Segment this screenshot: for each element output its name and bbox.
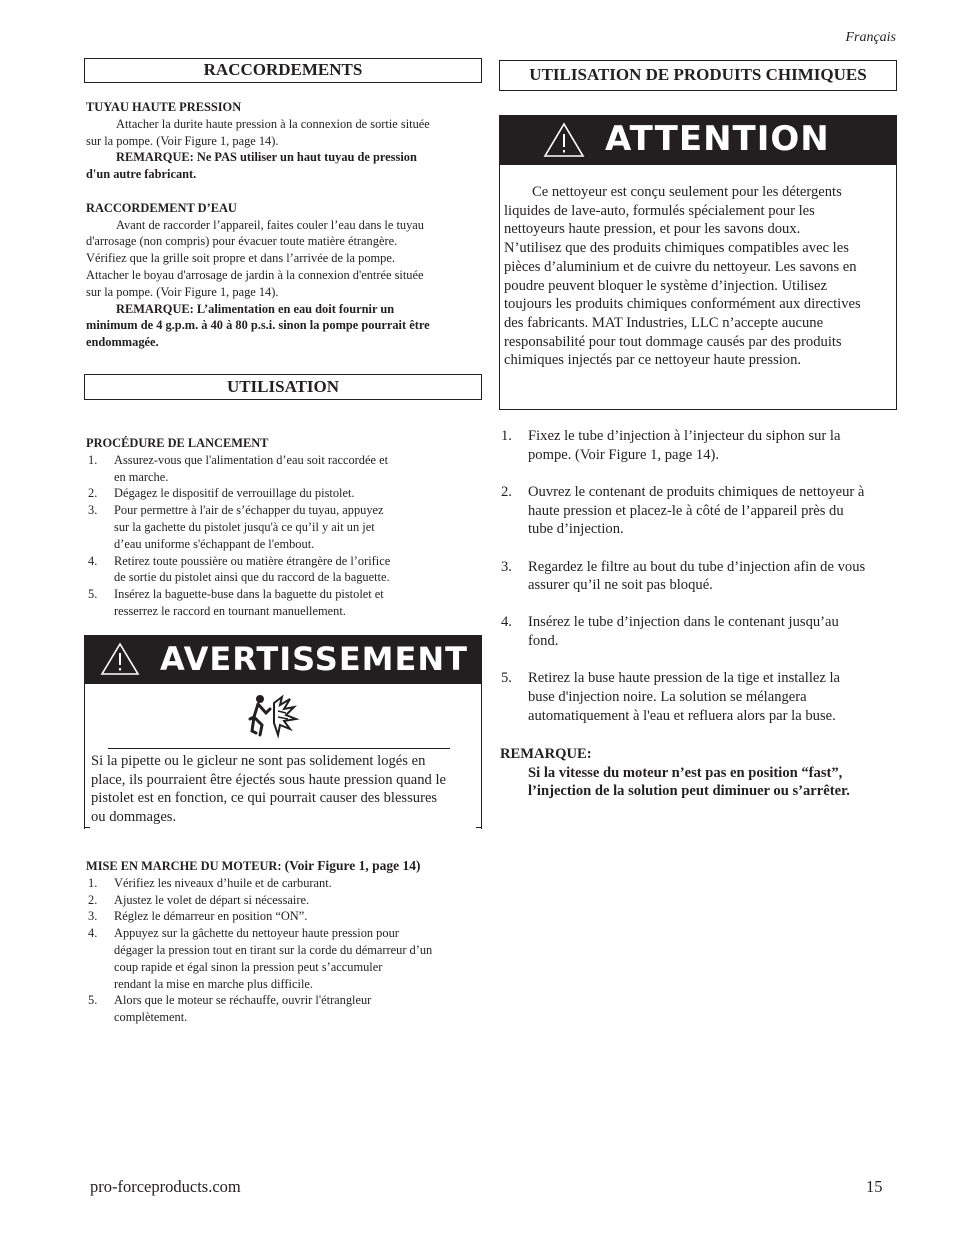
- warning-triangle-icon: [100, 642, 140, 676]
- chimiques-step: 5. Retirez la buse haute pression de la tige et installez la buse d'injection noire. La solution se mélangera automatiquement à l'eau et refluera alors par la buse.: [501, 670, 841, 724]
- procedure-step: 4. Retirez toute poussière ou matière étrangère de l’orifice de sortie du pistolet ainsi que du raccord de la baguette.: [88, 553, 391, 585]
- moteur-ref: (Voir Figure 1, page 14): [284, 858, 421, 873]
- caution-triangle-icon: [543, 122, 585, 158]
- page-number: 15: [866, 1177, 883, 1196]
- eau-line1: Avant de raccorder l’appareil, faites couler l’eau dans le tuyau: [116, 217, 425, 232]
- moteur-section: [86, 858, 486, 1026]
- raccordements-section: [86, 99, 486, 351]
- eau-line2: d'arrosage (non compris) pour évacuer toute matière étrangère.: [86, 234, 398, 249]
- eau-line4: Attacher le boyau d'arrosage de jardin à la connexion d'entrée située: [86, 267, 424, 282]
- tuyau-line2: sur la pompe. (Voir Figure 1, page 14).: [86, 133, 279, 148]
- chimiques-step: 1. Fixez le tube d’injection à l’injecteur du siphon sur la pompe. (Voir Figure 1, page 14).: [501, 428, 841, 463]
- moteur-step: 3. Réglez le démarreur en position “ON”.: [88, 909, 308, 924]
- warning-divider: [108, 748, 450, 749]
- chimiques-step: 2. Ouvrez le contenant de produits chimiques de nettoyeur à haute pression et placez-le à côté de l’appareil près du tube d’injection.: [501, 483, 865, 538]
- chimiques-step: 4. Insérez le tube d’injection dans le contenant jusqu’au fond.: [501, 614, 839, 650]
- moteur-step: 5. Alors que le moteur se réchauffe, ouvrir l'étrangleur complètement.: [88, 993, 372, 1025]
- attention-title: ATTENTION: [605, 119, 830, 159]
- remark-line1: Si la vitesse du moteur n’est pas en position “fast”,: [528, 764, 843, 781]
- moteur-step: 4. Appuyez sur la gâchette du nettoyeur haute pression pour dégager la pression tout en tirant sur la corde du démarreur d’un coup rapide et égal sinon la pression peut s’accumuler rendant la mise en marche plus difficile.: [88, 926, 433, 991]
- eau-line3: Vérifiez que la grille soit propre et dans l’arrivée de la pompe.: [86, 251, 395, 266]
- moteur-step: 2. Ajustez le volet de départ si nécessaire.: [88, 892, 310, 907]
- tuyau-remark: REMARQUE: Ne PAS utiliser un haut tuyau de pression: [116, 150, 417, 165]
- eau-remark2: minimum de 4 g.p.m. à 40 à 80 p.s.i. sinon la pompe pourrait être: [86, 318, 430, 333]
- chimiques-steps: [500, 427, 896, 744]
- procedure-step: 3. Pour permettre à l'air de s’échapper du tuyau, appuyez sur la gachette du pistolet jusqu'à ce qu’il y ait un jet d’eau uniforme s'échappant de l'embout.: [88, 503, 384, 551]
- warning-text: Si la pipette ou le gicleur ne sont pas solidement logés en place, ils pourraient être éjectés sous haute pression quand le pistolet est en fonction, ce qui pourrait causer des blessures ou dommages.: [91, 753, 446, 826]
- procedure-step: 5. Insérez la baguette-buse dans la baguette du pistolet et resserrez le raccord en tournant manuellement.: [88, 587, 384, 618]
- procedure-step: 1. Assurez-vous que l'alimentation d’eau soit raccordée et en marche.: [88, 452, 389, 484]
- procedure-list: [86, 452, 486, 620]
- tuyau-line1: Attacher la durite haute pression à la connexion de sortie située: [116, 116, 430, 131]
- procedure-title: PROCÉDURE DE LANCEMENT: [86, 436, 269, 450]
- chimiques-step: 3. Regardez le filtre au bout du tube d’injection afin de vous assurer qu’il ne soit pas bloqué.: [501, 558, 866, 594]
- utilisation-heading: UTILISATION: [84, 374, 482, 400]
- injection-hazard-icon: [248, 693, 300, 739]
- eau-line5: sur la pompe. (Voir Figure 1, page 14).: [86, 284, 279, 299]
- remark-title: REMARQUE:: [500, 746, 592, 762]
- moteur-list: [86, 875, 486, 1026]
- remark-line2: l’injection de la solution peut diminuer ou s’arrêter.: [528, 783, 850, 800]
- tuyau-title: TUYAU HAUTE PRESSION: [86, 100, 242, 114]
- footer-website: pro-forceproducts.com: [90, 1177, 241, 1196]
- eau-remark3: endommagée.: [86, 335, 159, 350]
- eau-title: RACCORDEMENT D’EAU: [86, 200, 237, 215]
- eau-remark1: REMARQUE: L’alimentation en eau doit fournir un: [116, 301, 395, 316]
- attention-banner: [499, 115, 897, 165]
- warning-title: AVERTISSEMENT: [160, 640, 468, 678]
- procedure-section: [86, 435, 486, 620]
- tuyau-remark2: d'un autre fabricant.: [86, 167, 197, 182]
- moteur-title: MISE EN MARCHE DU MOTEUR:: [86, 859, 282, 873]
- moteur-step: 1. Vérifiez les niveaux d’huile et de carburant.: [88, 875, 332, 890]
- warning-banner: [84, 635, 482, 684]
- raccordements-heading: RACCORDEMENTS: [84, 58, 482, 83]
- attention-text: Ce nettoyeur est conçu seulement pour les détergents liquides de lave-auto, formulés spécialement pour les nettoyeurs haute pression, et pour les savons doux. N’utilisez que des produits chimiques compatibles avec les pièces d’aluminium et de cuivre du nettoyeur. Les savons en poudre peuvent bloquer le système d’injection. Utilisez toujours les produits chimiques conformément aux directives des fabricants. MAT Industries, LLC n’accepte aucune responsabilité pour tout dommage causés par des produits chimiques injectés par ce nettoyeur haute pression.: [504, 184, 861, 369]
- procedure-step: 2. Dégagez le dispositif de verrouillage du pistolet.: [88, 486, 355, 501]
- language-label: Français: [845, 30, 896, 45]
- chimiques-remark: [500, 745, 896, 801]
- chimiques-heading: UTILISATION DE PRODUITS CHIMIQUES: [499, 60, 897, 91]
